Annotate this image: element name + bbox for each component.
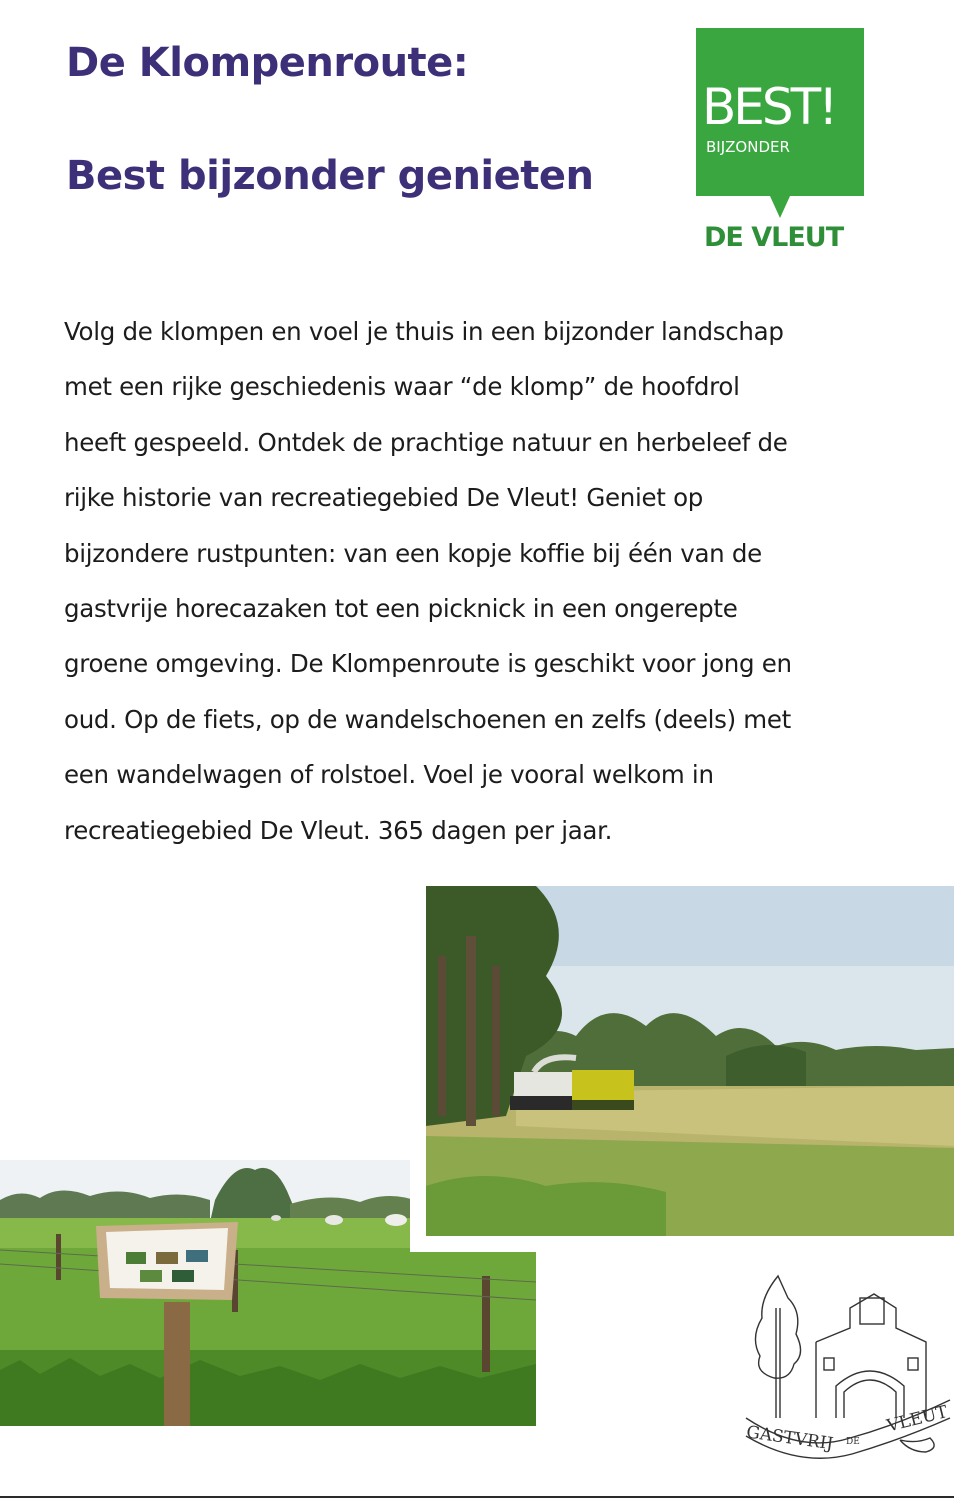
intro-line: gastvrije horecazaken tot een picknick in een ongerepte <box>64 593 738 623</box>
bottom-divider <box>0 1496 954 1498</box>
logo-exclamation: ! <box>818 78 836 136</box>
sketch-word-vleut: VLEUT <box>885 1402 950 1437</box>
page-subtitle: Best bijzonder genieten <box>66 153 594 199</box>
intro-line: Volg de klompen en voel je thuis in een bijzonder landschap <box>64 317 784 346</box>
intro-line: rijke historie van recreatiegebied De Vleut! Geniet op <box>64 483 704 513</box>
intro-line: heeft gespeeld. Ontdek de prachtige natuur en herbeleef de <box>64 427 788 457</box>
intro-line: met een rijke geschiedenis waar “de klomp” de hoofdrol <box>64 372 740 402</box>
intro-line: groene omgeving. De Klompenroute is geschikt voor jong en <box>64 649 792 679</box>
intro-line: bijzondere rustpunten: van een kopje koffie bij één van de <box>64 538 762 568</box>
sketch-word-gastvrij: GASTVRIJ <box>745 1422 835 1455</box>
sketch-word-de: DE <box>846 1437 860 1447</box>
intro-line: recreatiegebied De Vleut. 365 dagen per jaar. <box>64 815 613 845</box>
logo-word-best: BEST <box>702 78 819 136</box>
intro-paragraph <box>64 304 904 858</box>
gastvrij-de-vleut-sketch-logo <box>740 1268 954 1464</box>
logo-word-bijzonder: BIJZONDER <box>706 138 790 156</box>
intro-line: een wandelwagen of rolstoel. Voel je vooral welkom in <box>64 760 714 790</box>
harvester-field-photo <box>426 886 954 1236</box>
logo-place-name: DE VLEUT <box>704 222 844 253</box>
best-bijzonder-logo <box>694 26 866 258</box>
intro-line: oud. Op de fiets, op de wandelschoenen en zelfs (deels) met <box>64 704 791 734</box>
page-title: De Klompenroute: <box>66 40 469 86</box>
